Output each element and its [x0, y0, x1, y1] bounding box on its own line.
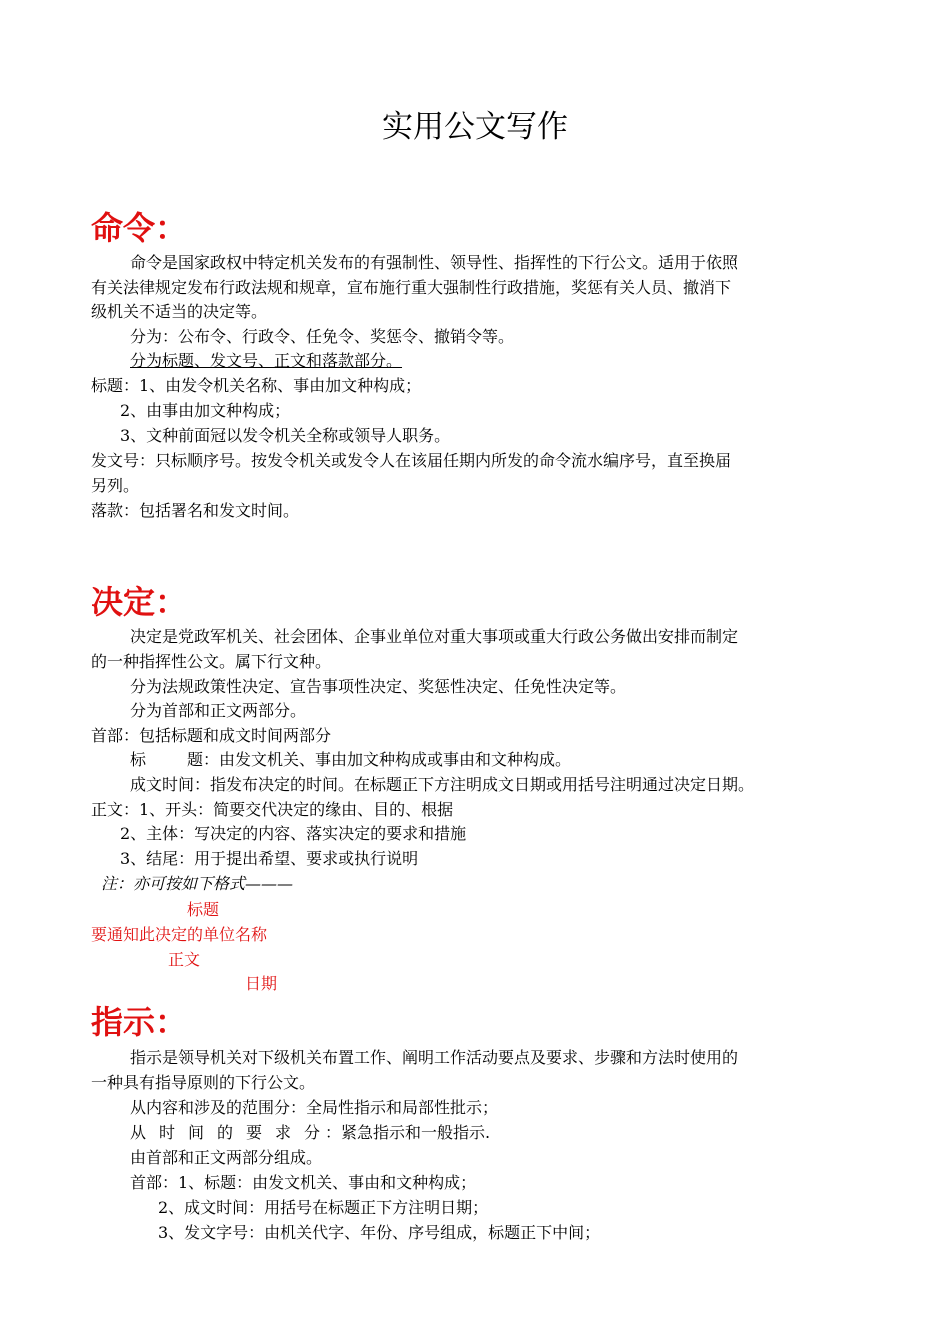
- format-example-date: 日期: [245, 974, 278, 993]
- paragraph-line: 由首部和正文两部分组成。: [130, 1148, 323, 1167]
- paragraph-line: 首部：包括标题和成文时间两部分: [91, 726, 332, 745]
- paragraph-line: 3、文种前面冠以发令机关全称或领导人职务。: [120, 426, 451, 445]
- format-example-title: 标题: [187, 900, 220, 919]
- paragraph-line: 2、成文时间：用括号在标题正下方注明日期；: [158, 1198, 489, 1217]
- paragraph-line-spaced: 从时间的要求分: [130, 1123, 334, 1142]
- paragraph-line: 分为法规政策性决定、宣告事项性决定、奖惩性决定、任免性决定等。: [130, 677, 627, 696]
- paragraph-line: 命令是国家政权中特定机关发布的有强制性、领导性、指挥性的下行公文。适用于依照: [130, 253, 739, 272]
- paragraph-line: 正文：1、开头：简要交代决定的缘由、目的、根据: [91, 800, 454, 819]
- note-line: 注：亦可按如下格式———: [101, 874, 294, 893]
- paragraph-line: 首部：1、标题：由发文机关、事由和文种构成；: [130, 1173, 477, 1192]
- paragraph-line: 发文号：只标顺序号。按发令机关或发令人在该届任期内所发的命令流水编序号，直至换届: [91, 451, 732, 470]
- paragraph-line: 2、由事由加文种构成；: [120, 401, 291, 420]
- section-heading-command: 命令：: [91, 209, 188, 247]
- format-example-body: 正文: [168, 950, 201, 969]
- paragraph-line: 的一种指挥性公文。属下行文种。: [91, 652, 332, 671]
- paragraph-line: 落款：包括署名和发文时间。: [91, 501, 300, 520]
- paragraph-line: 决定是党政军机关、社会团体、企事业单位对重大事项或重大行政公务做出安排而制定: [130, 627, 739, 646]
- page-title: 实用公文写作: [382, 109, 568, 145]
- section-heading-directive: 指示：: [91, 1003, 188, 1041]
- paragraph-line: 从内容和涉及的范围分：全局性指示和局部性批示；: [130, 1098, 499, 1117]
- paragraph-line: 指示是领导机关对下级机关布置工作、阐明工作活动要点及要求、步骤和方法时使用的: [130, 1048, 739, 1067]
- paragraph-line: 分为：公布令、行政令、任免令、奖惩令、撤销令等。: [130, 327, 515, 346]
- paragraph-line: ：紧急指示和一般指示.: [325, 1123, 491, 1142]
- paragraph-line: 2、主体：写决定的内容、落实决定的要求和措施: [120, 824, 467, 843]
- paragraph-line-underlined: 分为标题、发文号、正文和落款部分。: [130, 351, 403, 370]
- paragraph-line: 题：由发文机关、事由加文种构成或事由和文种构成。: [187, 750, 572, 769]
- paragraph-line: 分为首部和正文两部分。: [130, 701, 307, 720]
- paragraph-line: 标: [130, 750, 147, 769]
- paragraph-line: 3、发文字号：由机关代字、年份、序号组成，标题正下中间；: [158, 1223, 601, 1242]
- paragraph-line: 一种具有指导原则的下行公文。: [91, 1073, 316, 1092]
- paragraph-line: 有关法律规定发布行政法规和规章，宣布施行重大强制性行政措施，奖惩有关人员、撤消下: [91, 278, 732, 297]
- paragraph-line: 成文时间：指发布决定的时间。在标题正下方注明成文日期或用括号注明通过决定日期。: [130, 775, 755, 794]
- section-heading-decision: 决定：: [91, 583, 188, 621]
- paragraph-line: 级机关不适当的决定等。: [91, 302, 268, 321]
- paragraph-line: 标题：1、由发令机关名称、事由加文种构成；: [91, 376, 422, 395]
- format-example-recipient: 要通知此决定的单位名称: [91, 925, 268, 944]
- paragraph-line: 3、结尾：用于提出希望、要求或执行说明: [120, 849, 419, 868]
- paragraph-line: 另列。: [91, 476, 140, 495]
